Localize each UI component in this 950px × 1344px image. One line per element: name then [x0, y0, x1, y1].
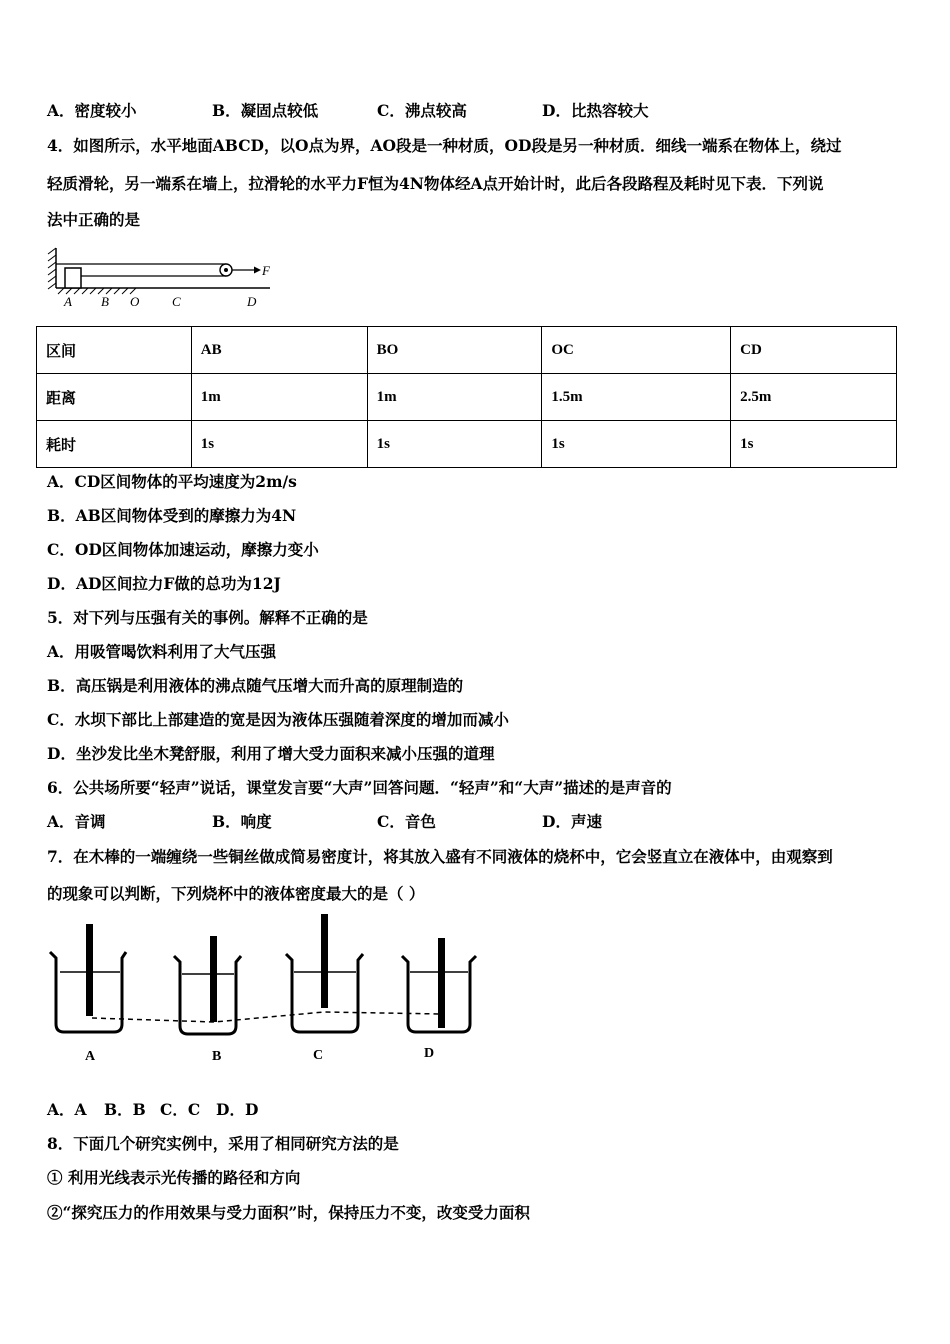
- table-cell: 1s: [731, 421, 897, 468]
- q3-option-b: B．凝固点较低: [212, 101, 319, 120]
- beaker-b: [174, 936, 241, 1034]
- label-d: D: [247, 294, 257, 309]
- q4-option-d: D．AD区间拉力F做的总功为12J: [47, 574, 281, 593]
- table-cell: 1m: [367, 374, 542, 421]
- q8-item-2: ②“探究压力的作用效果与受力面积”时，保持压力不变，改变受力面积: [47, 1203, 530, 1222]
- table-cell: 1s: [191, 421, 367, 468]
- table-cell: 2.5m: [731, 374, 897, 421]
- label-a: A: [64, 294, 72, 309]
- table-header-row: [37, 327, 897, 374]
- q7-stem-line-2: 的现象可以判断，下列烧杯中的液体密度最大的是（ ）: [47, 884, 425, 903]
- q5-stem: 5．对下列与压强有关的事例。解释不正确的是: [47, 608, 368, 627]
- table-row: [37, 374, 897, 421]
- table-cell: 距离: [37, 374, 192, 421]
- table-cell: 区间: [37, 327, 192, 374]
- label-f: F: [262, 263, 270, 278]
- table-cell: 1s: [542, 421, 731, 468]
- table-cell: 耗时: [37, 421, 192, 468]
- q7-stem-line-1: 7．在木棒的一端缠绕一些铜丝做成简易密度计，将其放入盛有不同液体的烧杯中，它会竖直立在液体中，由观察到: [47, 847, 833, 866]
- q4-pulley-figure: [44, 244, 284, 310]
- label-o: O: [130, 294, 140, 309]
- q5-option-d: D．坐沙发比坐木凳舒服，利用了增大受力面积来减小压强的道理: [47, 744, 495, 763]
- table-row: [37, 421, 897, 468]
- beaker-c: [286, 914, 363, 1032]
- table-cell: BO: [367, 327, 542, 374]
- q3-option-c: C．沸点较高: [377, 101, 467, 120]
- table-cell: 1.5m: [542, 374, 731, 421]
- q6-option-a: A．音调: [47, 812, 106, 831]
- beaker-d: [402, 938, 476, 1032]
- q4-data-table: [36, 326, 897, 468]
- q6-stem: 6．公共场所要“轻声”说话，课堂发言要“大声”回答问题．“轻声”和“大声”描述的是声音的: [47, 778, 672, 797]
- q4-option-b: B．AB区间物体受到的摩擦力为4N: [47, 506, 297, 525]
- beaker-label-d: D: [424, 1046, 435, 1061]
- q3-option-a: A．密度较小: [47, 101, 137, 120]
- table-cell: AB: [191, 327, 367, 374]
- q8-item-1: ① 利用光线表示光传播的路径和方向: [47, 1168, 301, 1187]
- q5-option-a: A．用吸管喝饮料利用了大气压强: [47, 642, 277, 661]
- q7-beakers-figure: [44, 912, 494, 1068]
- q8-stem: 8．下面几个研究实例中，采用了相同研究方法的是: [47, 1134, 399, 1153]
- beaker-a: [50, 924, 126, 1032]
- table-cell: 1s: [367, 421, 542, 468]
- beaker-label-b: B: [212, 1049, 222, 1064]
- q4-stem-line-2: 轻质滑轮，另一端系在墙上，拉滑轮的水平力F恒为4N物体经A点开始计时，此后各段路程及耗时见下表．下列说: [47, 174, 824, 193]
- label-c: C: [172, 294, 181, 309]
- q6-option-b: B．响度: [212, 812, 272, 831]
- q4-stem-line-1: 4．如图所示，水平地面ABCD，以O点为界，AO段是一种材质，OD段是另一种材质．细线一端系在物体上，绕过: [47, 136, 842, 155]
- q7-option-c: C．C: [160, 1100, 201, 1119]
- table-cell: OC: [542, 327, 731, 374]
- table-cell: 1m: [191, 374, 367, 421]
- q5-option-b: B．高压锅是利用液体的沸点随气压增大而升高的原理制造的: [47, 676, 464, 695]
- q7-option-a: A．A: [47, 1100, 87, 1119]
- beaker-label-c: C: [313, 1048, 324, 1063]
- q4-option-a: A．CD区间物体的平均速度为2m/s: [47, 472, 297, 491]
- q3-option-d: D．比热容较大: [542, 101, 649, 120]
- q7-option-b: B．B: [104, 1100, 146, 1119]
- q5-option-c: C．水坝下部比上部建造的宽是因为液体压强随着深度的增加而减小: [47, 710, 509, 729]
- beaker-label-a: A: [85, 1049, 96, 1064]
- table-cell: CD: [731, 327, 897, 374]
- q4-option-c: C．OD区间物体加速运动，摩擦力变小: [47, 540, 319, 559]
- q6-option-d: D．声速: [542, 812, 602, 831]
- label-b: B: [101, 294, 109, 309]
- q7-option-d: D．D: [216, 1100, 259, 1119]
- q4-stem-line-3: 法中正确的是: [47, 210, 141, 229]
- q6-option-c: C．音色: [377, 812, 436, 831]
